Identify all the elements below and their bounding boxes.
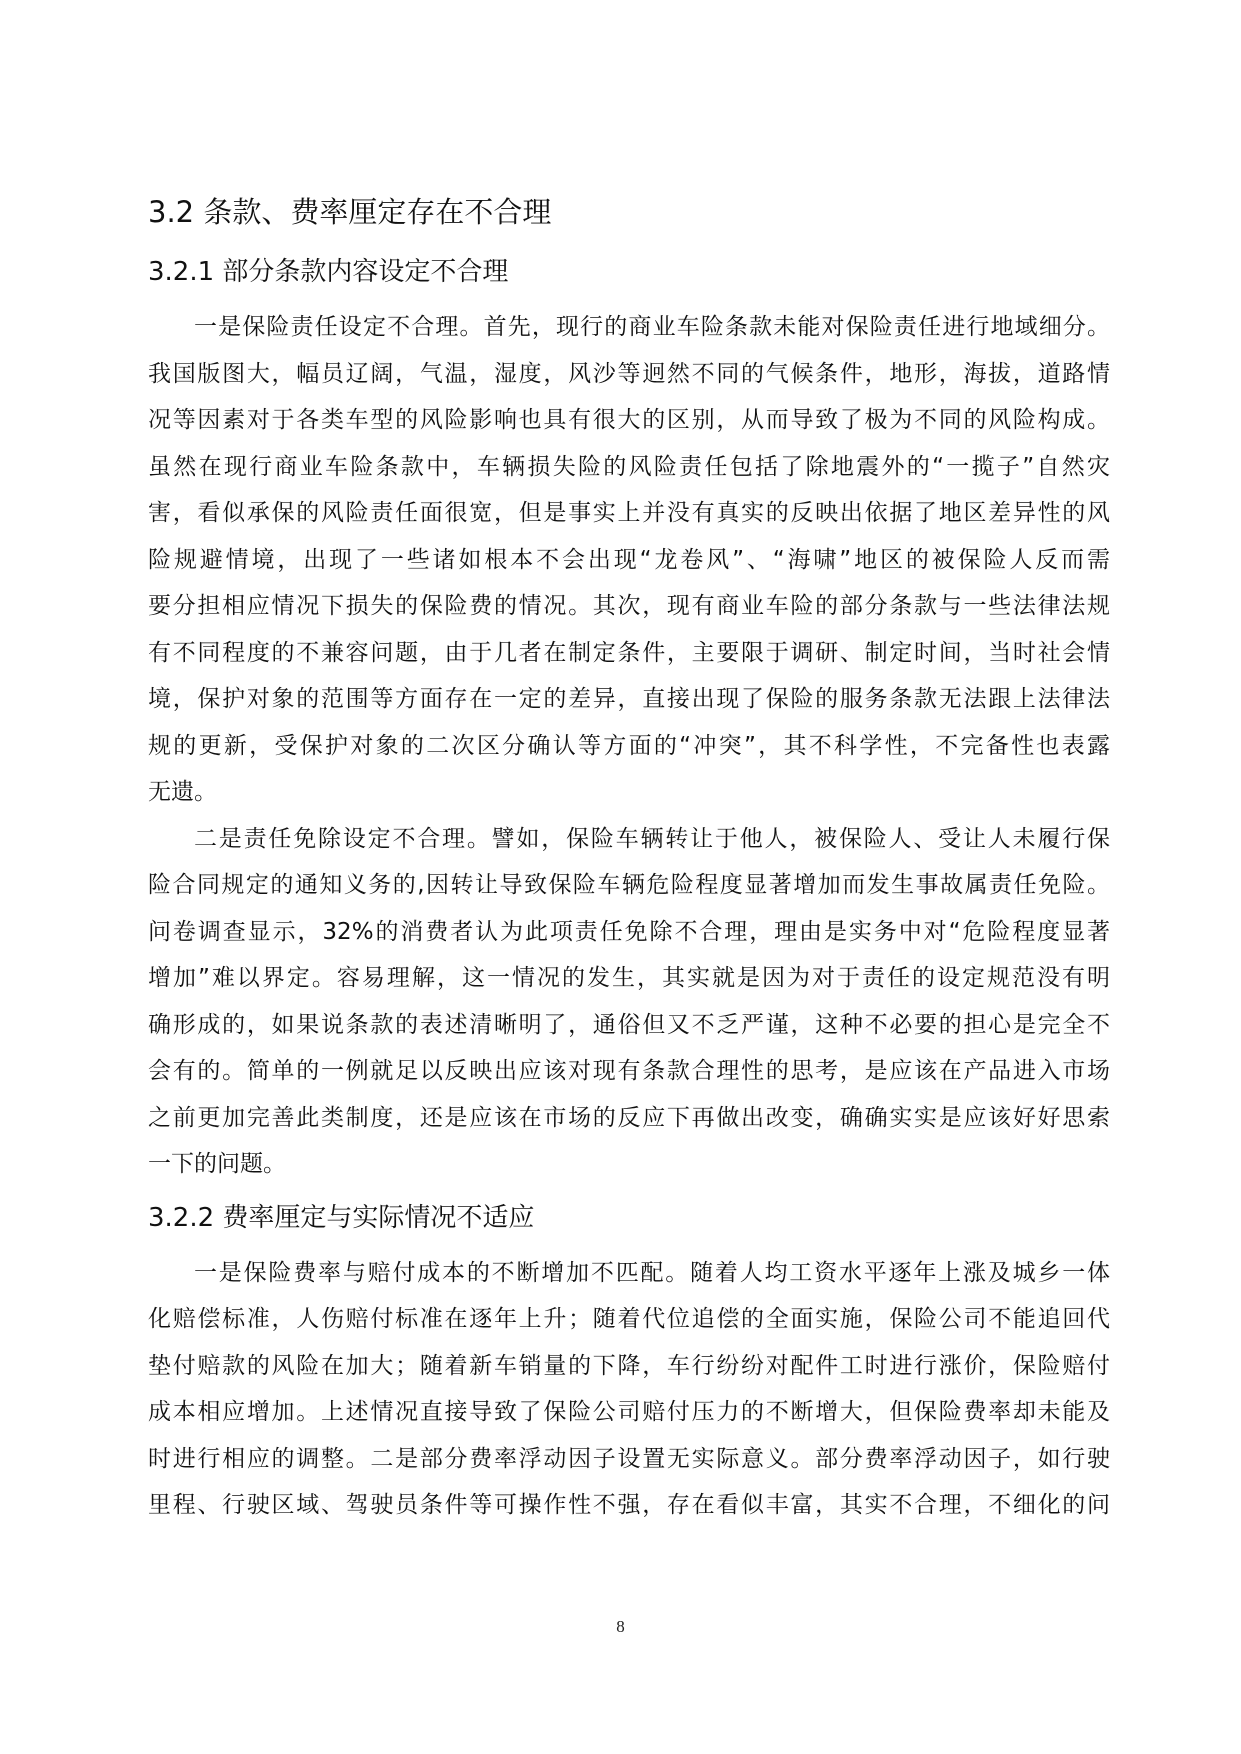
paragraph-line: 规的更新，受保护对象的二次区分确认等方面的“冲突”，其不科学性，不完备性也表露 xyxy=(148,732,1110,759)
paragraph-line: 之前更加完善此类制度，还是应该在市场的反应下再做出改变，确确实实是应该好好思索 xyxy=(148,1104,1110,1131)
paragraph-line: 化赔偿标准，人伤赔付标准在逐年上升；随着代位追偿的全面实施，保险公司不能追回代 xyxy=(148,1306,1110,1332)
paragraph-line: 险合同规定的通知义务的,因转让导致保险车辆危险程度显著增加而发生事故属责任免险。 xyxy=(148,872,1110,898)
paragraph-line: 险规避情境，出现了一些诸如根本不会出现“龙卷风”、“海啸”地区的被保险人反而需 xyxy=(148,546,1110,573)
paragraph-line: 问卷调查显示，32%的消费者认为此项责任免除不合理，理由是实务中对“危险程度显著 xyxy=(148,918,1110,945)
section-heading: 3.2 条款、费率厘定存在不合理 xyxy=(148,195,552,229)
paragraph-line: 况等因素对于各类车型的风险影响也具有很大的区别，从而导致了极为不同的风险构成。 xyxy=(148,407,1110,433)
paragraph-line: 二是责任免除设定不合理。譬如，保险车辆转让于他人，被保险人、受让人未履行保 xyxy=(194,825,1110,852)
subsection-heading-3-2-2: 3.2.2 费率厘定与实际情况不适应 xyxy=(148,1202,535,1233)
paragraph-line: 害，看似承保的风险责任面很宽，但是事实上并没有真实的反映出依据了地区差异性的风 xyxy=(148,500,1110,526)
paragraph-line: 会有的。简单的一例就足以反映出应该对现有条款合理性的思考，是应该在产品进入市场 xyxy=(148,1058,1110,1084)
paragraph-liability xyxy=(148,304,1110,816)
paragraph-exemption xyxy=(148,816,1110,1188)
page-number: 8 xyxy=(616,1617,625,1636)
subsection-heading-3-2-1: 3.2.1 部分条款内容设定不合理 xyxy=(148,257,509,287)
paragraph-line: 时进行相应的调整。二是部分费率浮动因子设置无实际意义。部分费率浮动因子，如行驶 xyxy=(148,1445,1110,1472)
paragraph-line: 里程、行驶区域、驾驶员条件等可操作性不强，存在看似丰富，其实不合理，不细化的问 xyxy=(148,1492,1110,1518)
paragraph-line: 增加”难以界定。容易理解，这一情况的发生，其实就是因为对于责任的设定规范没有明 xyxy=(148,965,1110,991)
paragraph-line: 我国版图大，幅员辽阔，气温，湿度，风沙等迥然不同的气候条件，地形，海拔，道路情 xyxy=(148,360,1110,387)
paragraph-line: 要分担相应情况下损失的保险费的情况。其次，现有商业车险的部分条款与一些法律法规 xyxy=(148,593,1110,619)
page-content xyxy=(148,182,1110,1529)
paragraph-rate xyxy=(148,1250,1110,1529)
paragraph-line: 确形成的，如果说条款的表述清晰明了，通俗但又不乏严谨，这种不必要的担心是完全不 xyxy=(148,1011,1110,1038)
paragraph-line: 一下的问题。 xyxy=(148,1151,286,1177)
paragraph-line: 成本相应增加。上述情况直接导致了保险公司赔付压力的不断增大，但保险费率却未能及 xyxy=(148,1399,1110,1425)
paragraph-line: 虽然在现行商业车险条款中，车辆损失险的风险责任包括了除地震外的“一揽子”自然灾 xyxy=(148,453,1110,480)
paragraph-line: 一是保险费率与赔付成本的不断增加不匹配。随着人均工资水平逐年上涨及城乡一体 xyxy=(194,1259,1110,1286)
paragraph-line: 境，保护对象的范围等方面存在一定的差异，直接出现了保险的服务条款无法跟上法律法 xyxy=(148,686,1110,712)
paragraph-line: 垫付赔款的风险在加大；随着新车销量的下降，车行纷纷对配件工时进行涨价，保险赔付 xyxy=(148,1352,1110,1379)
paragraph-line: 有不同程度的不兼容问题，由于几者在制定条件，主要限于调研、制定时间，当时社会情 xyxy=(148,639,1110,666)
paragraph-line: 一是保险责任设定不合理。首先，现行的商业车险条款未能对保险责任进行地域细分。 xyxy=(194,314,1110,340)
paragraph-line: 无遗。 xyxy=(148,779,217,805)
